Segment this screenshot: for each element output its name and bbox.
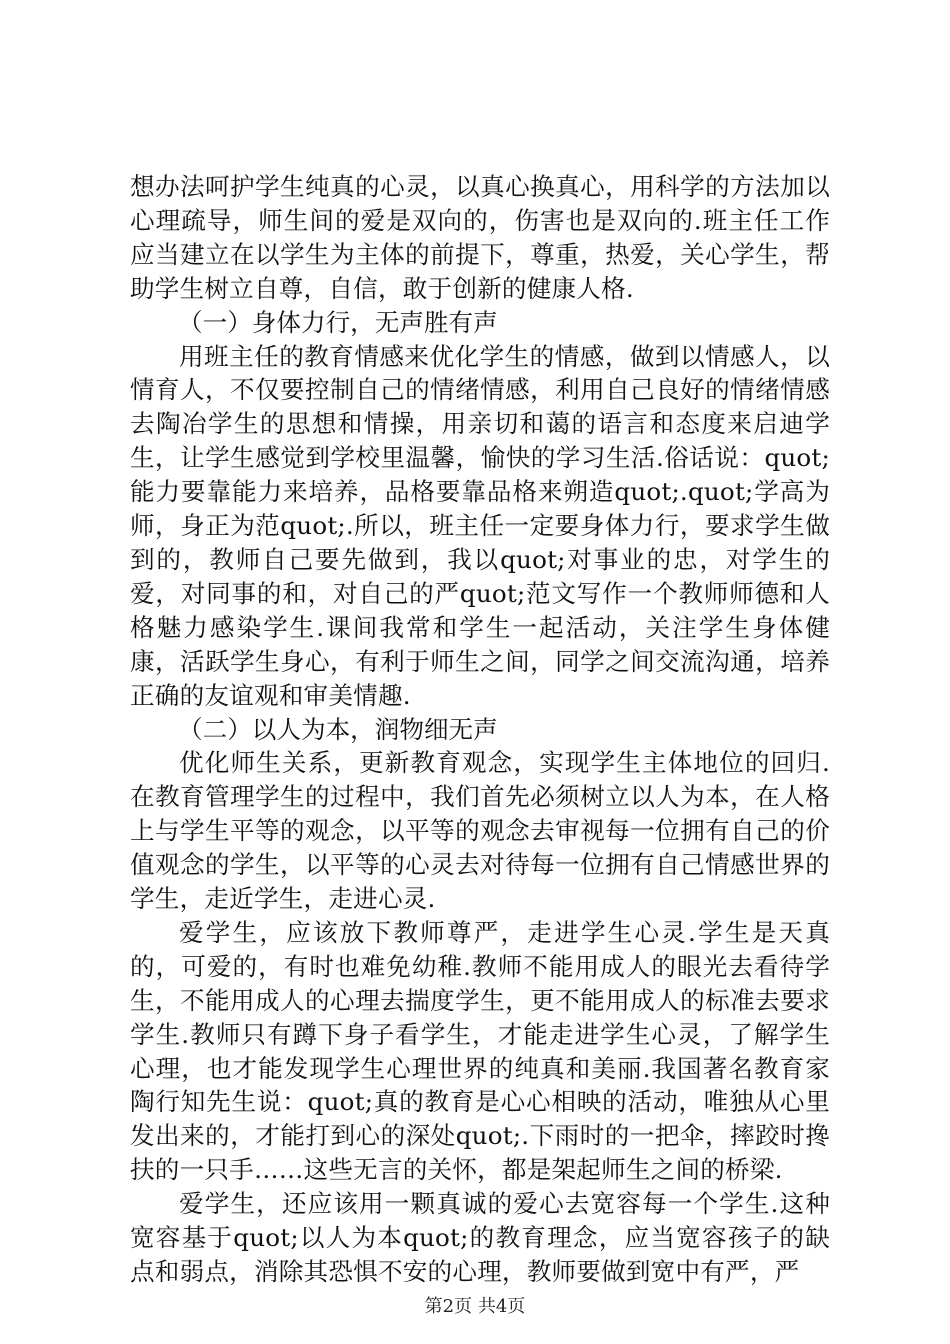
page-footer: 第2页 共4页	[424, 1296, 526, 1317]
paragraph-section-2a: 优化师生关系，更新教育观念，实现学生主体地位的回归.在教育管理学生的过程中，我们首先必须树立以人为本，在人格上与学生平等的观念，以平等的观念去审视每一位拥有自己的价值观念的学生，以平等的心灵去对待每一位拥有自己情感世界的学生，走近学生，走进心灵.	[130, 748, 830, 914]
paragraph-section-2c: 爱学生，还应该用一颗真诚的爱心去宽容每一个学生.这种宽容基于quot;以人为本quot;的教育理念，应当宽容孩子的缺点和弱点，消除其恐惧不安的心理，教师要做到宽中有严，严	[130, 1189, 830, 1286]
paragraph-section-2b: 爱学生，应该放下教师尊严，走进学生心灵.学生是天真的，可爱的，有时也难免幼稚.教师不能用成人的眼光去看待学生，不能用成人的心理去揣度学生，更不能用成人的标准去要求学生.教师只有蹲下身子看学生，才能走进学生心灵，了解学生心理，也才能发现学生心理世界的纯真和美丽.我国著名教育家陶行知先生说：quot;真的教育是心心相映的活动，唯独从心里发出来的，才能打到心的深处quot;.下雨时的一把伞，摔跤时搀扶的一只手……这些无言的关怀，都是架起师生之间的桥梁.	[130, 917, 830, 1185]
paragraph-section-1: 用班主任的教育情感来优化学生的情感，做到以情感人，以情育人，不仅要控制自己的情绪情感，利用自己良好的情绪情感去陶冶学生的思想和情操，用亲切和蔼的语言和态度来启迪学生，让学生感觉到学校里温馨，愉快的学习生活.俗话说：quot;能力要靠能力来培养，品格要靠品格来朔造quot;.quot;学高为师，身正为范quot;.所以，班主任一定要身体力行，要求学生做到的，教师自己要先做到，我以quot;对事业的忠，对学生的爱，对同事的和，对自己的严quot;范文写作一个教师师德和人格魅力感染学生.课间我常和学生一起活动，关注学生身体健康，活跃学生身心，有利于师生之间，同学之间交流沟通，培养正确的友谊观和审美情趣.	[130, 341, 830, 710]
paragraph-intro: 想办法呵护学生纯真的心灵，以真心换真心，用科学的方法加以心理疏导，师生间的爱是双向的，伤害也是双向的.班主任工作应当建立在以学生为主体的前提下，尊重，热爱，关心学生，帮助学生树立自尊，自信，敢于创新的健康人格.	[130, 172, 830, 303]
document-body	[130, 170, 830, 1289]
section-heading-2: （二）以人为本，润物细无声	[178, 714, 498, 744]
section-heading-1: （一）身体力行，无声胜有声	[178, 307, 498, 337]
